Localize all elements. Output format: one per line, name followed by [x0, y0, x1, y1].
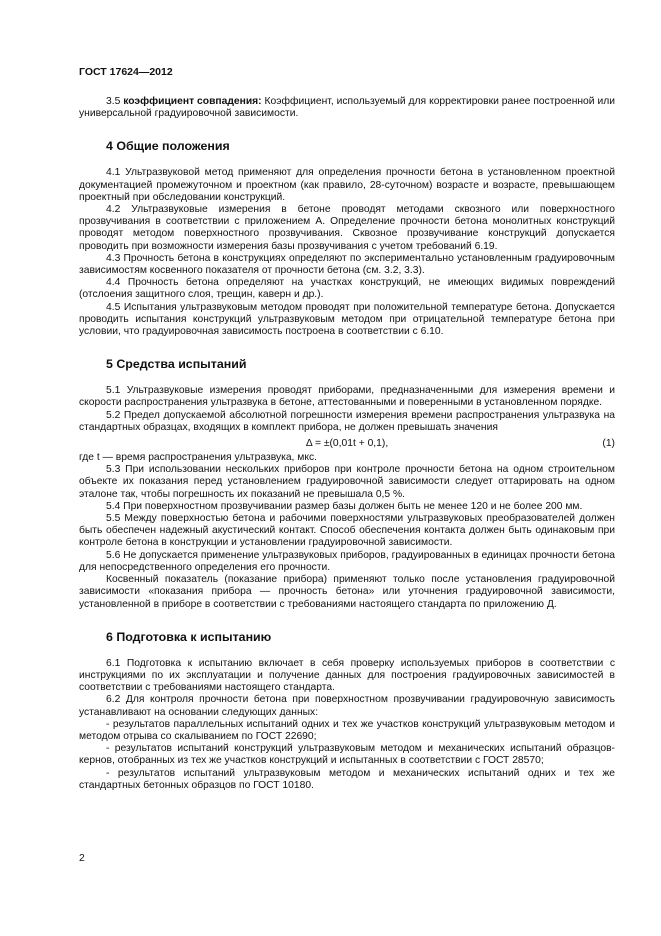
clause-5-3: 5.3 При использовании нескольких приборов при контроле прочности бетона на одном строительном объекте их показания перед установлением градуировочной зависимости следует оттарировать на одном эталоне так, чтобы погрешность их показаний не превышала 0,5 %. — [79, 464, 615, 500]
formula-number: (1) — [602, 438, 615, 450]
document-header: ГОСТ 17624—2012 — [79, 66, 173, 78]
formula-where: где t — время распространения ультразвука, мкс. — [79, 452, 317, 464]
clause-5-6-note: Косвенный показатель (показание прибора) применяют только после установления градуировочной зависимости «показания прибора — прочность бетона» или уточнения градуировочной зависимости, установленной в приборе в соответствии с требованиями настоящего стандарта по приложению Д. — [79, 574, 615, 610]
clause-4-2: 4.2 Ультразвуковые измерения в бетоне проводят методами сквозного или поверхностного прозвучивания в соответствии с приложением А. Определение прочности бетона монолитных конструкций проводят методом поверхностного прозвучивания. Сквозное прозвучивание конструкций допускается проводить при возможности измерения базы прозвучивания с учетом требований 6.19. — [79, 204, 615, 252]
definition: Коэффициент, используемый для корректировки ранее построенной или универсальной градуировочной зависимости. — [79, 96, 615, 120]
term: коэффициент совпадения: — [123, 96, 262, 107]
section-6-title: 6 Подготовка к испытанию — [106, 629, 272, 644]
clause-number: 3.5 — [106, 96, 124, 107]
clause-4-4: 4.4 Прочность бетона определяют на участках конструкций, не имеющих видимых повреждений (отслоения защитного слоя, трещин, каверн и др.). — [79, 277, 615, 301]
clause-3-5 — [79, 96, 615, 120]
section-4-title: 4 Общие положения — [106, 139, 230, 154]
clause-5-5: 5.5 Между поверхностью бетона и рабочими поверхностями ультразвуковых преобразователей должен быть обеспечен надежный акустический контакт. Способ обеспечения контакта должен быть одинаковым при контроле бетона в конструкции и установлении градуировочной зависимости. — [79, 513, 615, 549]
section-5-title: 5 Средства испытаний — [106, 357, 247, 372]
clause-4-5: 4.5 Испытания ультразвуковым методом проводят при положительной температуре бетона. Допускается проводить испытания конструкций ультразвуковым методом при отрицательной температуре бетона при условии, что градуировочная зависимость построена в соответствии с 6.10. — [79, 301, 615, 338]
clause-4-1: 4.1 Ультразвуковой метод применяют для определения прочности бетона в установленном проектной документацией промежуточном и проектном (как правило, 28-суточном) возрасте и возрасте, превышающем проектный при обследовании конструкций. — [79, 167, 615, 203]
formula-row — [79, 436, 615, 452]
clause-6-2: 6.2 Для контроля прочности бетона при поверхностном прозвучивании градуировочную зависимость устанавливают на основании следующих данных: — [79, 694, 615, 718]
page-number: 2 — [79, 853, 85, 864]
list-item-2: - результатов испытаний конструкций ультразвуковым методом и механических испытаний образцов-кернов, отобранных из тех же участков конструкций и испытанных в соответствии с ГОСТ 28570; — [79, 743, 615, 767]
clause-5-2: 5.2 Предел допускаемой абсолютной погрешности измерения времени распространения ультразвука на стандартных образцах, входящих в комплект прибора, не должен превышать значения — [79, 409, 615, 433]
clause-6-1: 6.1 Подготовка к испытанию включает в себя проверку используемых приборов в соответствии с инструкциями по их эксплуатации и получение данных для построения градуировочных зависимостей в соответствии с требованиями настоящего стандарта. — [79, 657, 615, 694]
clause-5-6: 5.6 Не допускается применение ультразвуковых приборов, градуированных в единицах прочности бетона для непосредственного определения его прочности. — [79, 549, 615, 573]
clause-4-3: 4.3 Прочность бетона в конструкциях определяют по экспериментально установленным градуировочным зависимостям косвенного показателя от прочности бетона (см. 3.2, 3.3). — [79, 252, 615, 277]
list-item-1: - результатов параллельных испытаний одних и тех же участков конструкций ультразвуковым методом и методом отрыва со скалыванием по ГОСТ 22690; — [79, 718, 615, 742]
list-item-3: - результатов испытаний ультразвуковым методом и механических испытаний одних и тех же стандартных бетонных образцов по ГОСТ 10180. — [79, 767, 615, 791]
formula: Δ = ±(0,01t + 0,1), — [305, 438, 389, 450]
clause-5-1: 5.1 Ультразвуковые измерения проводят приборами, предназначенными для измерения времени и скорости распространения ультразвука в бетоне, аттестованными и поверенными в установленном порядке. — [79, 385, 615, 409]
document-body — [79, 96, 615, 792]
clause-5-4: 5.4 При поверхностном прозвучивании размер базы должен быть не менее 120 и не более 200 мм. — [106, 500, 583, 512]
